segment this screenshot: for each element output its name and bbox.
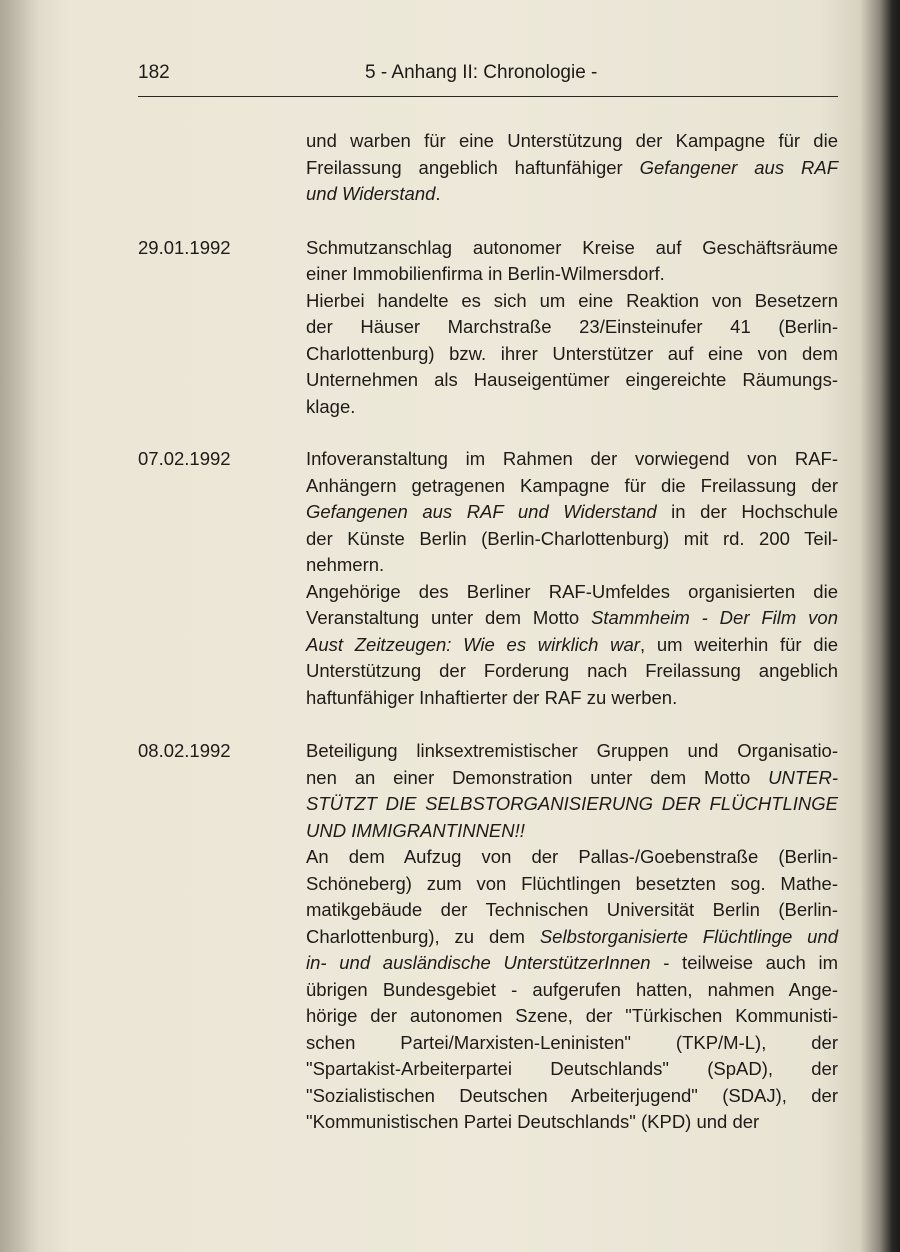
entry-paragraph [306, 446, 838, 579]
running-head: 5 - Anhang II: Chronologie - [365, 62, 598, 83]
entry-text [306, 738, 838, 1136]
text-run: klage. [306, 395, 356, 417]
chronology-entry [138, 235, 838, 421]
text-run: übrigen Bundesgebiet - aufgerufen hatten, nahmen Ange- [306, 978, 838, 1000]
italic-text: Gefangenen aus RAF und Widerstand [306, 501, 657, 522]
italic-text: Gefangener aus RAF [639, 156, 838, 178]
text-run: , um weiterhin für die [639, 633, 838, 655]
text-line [306, 499, 838, 526]
text-line [306, 950, 838, 977]
text-line [306, 818, 838, 845]
text-run: Beteiligung linksextremistischer Gruppen und Organisatio- [306, 740, 838, 761]
text-line [306, 1030, 838, 1057]
text-line [306, 977, 838, 1004]
text-line [306, 1056, 838, 1083]
italic-text: Selbstorganisierte Flüchtlinge und [539, 925, 838, 947]
chronology-entry [138, 446, 838, 711]
italic-text: STÜTZT DIE SELBSTORGANISIERUNG DER FLÜCHTLINGE [306, 793, 838, 814]
text-line [306, 288, 838, 315]
text-run: schen Partei/Marxisten-Leninisten" (TKP/M-L), der [306, 1031, 838, 1053]
text-run: Unternehmen als Hauseigentümer eingereichte Räumungs- [306, 369, 838, 390]
text-run: nen an einer Demonstration unter dem Motto [306, 766, 769, 788]
entry-date: 07.02.1992 [138, 448, 231, 469]
text-run: einer Immobilienfirma in Berlin-Wilmersdorf. [306, 263, 665, 284]
text-run: und warben für eine Unterstützung der Kampagne für die [306, 130, 838, 151]
text-run: "Kommunistischen Partei Deutschlands" (KPD) und der [306, 1111, 760, 1132]
text-line [306, 394, 838, 421]
text-run: Anhängern getragenen Kampagne für die Freilassung der [306, 474, 838, 496]
text-line [306, 844, 838, 871]
entry-paragraph [306, 738, 838, 844]
text-line [306, 314, 838, 341]
entry-date [138, 128, 306, 208]
italic-text: UNTER- [768, 766, 838, 788]
text-run: Charlottenburg) bzw. ihrer Unterstützer auf eine von dem [306, 342, 838, 364]
text-line [306, 871, 838, 898]
text-run: "Spartakist-Arbeiterpartei Deutschlands" (SpAD), der [306, 1058, 838, 1079]
italic-text: in- und ausländische UnterstützerInnen [306, 952, 651, 973]
text-line [306, 791, 838, 818]
entry-paragraph [306, 128, 838, 208]
binding-shadow [0, 0, 40, 1252]
italic-text: UND IMMIGRANTINNEN!! [306, 819, 525, 841]
entry-date: 29.01.1992 [138, 236, 231, 258]
text-run: haftunfähiger Inhaftierter der RAF zu werben. [306, 686, 678, 708]
text-line [306, 235, 838, 262]
text-line [306, 1083, 838, 1110]
text-line [306, 1003, 838, 1030]
text-run: Freilassung angeblich haftunfähiger [306, 156, 640, 178]
text-line [306, 738, 838, 765]
text-line [306, 924, 838, 951]
text-line [306, 632, 838, 659]
text-line [306, 261, 838, 288]
entry-spacer [138, 208, 838, 235]
text-run: Schmutzanschlag autonomer Kreise auf Geschäftsräume [306, 236, 838, 258]
entry-text [306, 446, 838, 711]
text-line [306, 605, 838, 632]
entry-spacer [138, 420, 838, 446]
text-line [306, 897, 838, 924]
text-run: "Sozialistischen Deutschen Arbeiterjugend" (SDAJ), der [306, 1084, 838, 1106]
text-line [306, 446, 838, 473]
text-line [306, 526, 838, 553]
text-line [306, 341, 838, 368]
entry-text [306, 128, 838, 208]
chronology-body [138, 128, 838, 1136]
entry-paragraph [306, 844, 838, 1136]
text-run: hörige der autonomen Szene, der "Türkischen Kommunisti- [306, 1005, 838, 1026]
page-number: 182 [138, 62, 170, 83]
text-run: Angehörige des Berliner RAF-Umfeldes organisierten die [306, 580, 838, 602]
text-run: . [435, 183, 441, 204]
text-line [306, 473, 838, 500]
text-run: nehmern. [306, 554, 385, 575]
text-run: der Künste Berlin (Berlin-Charlottenburg) mit rd. 200 Teil- [306, 527, 838, 549]
text-run: Hierbei handelte es sich um eine Reaktion von Besetzern [306, 289, 838, 311]
text-line [306, 1109, 838, 1136]
text-line [306, 552, 838, 579]
italic-text: und Widerstand [306, 183, 436, 204]
text-run: matikgebäude der Technischen Universität Berlin (Berlin- [306, 899, 838, 920]
text-line [306, 367, 838, 394]
chronology-entry-continued [138, 128, 838, 208]
text-run: Charlottenburg), zu dem [306, 925, 540, 947]
text-line [306, 155, 838, 182]
text-run: Schöneberg) zum von Flüchtlingen besetzten sog. Mathe- [306, 872, 838, 894]
chronology-entry [138, 738, 838, 1136]
text-line [306, 685, 838, 712]
text-line [306, 579, 838, 606]
text-line [306, 181, 838, 208]
entry-paragraph [306, 288, 838, 421]
text-run: Veranstaltung unter dem Motto [306, 607, 592, 628]
header-rule [138, 96, 838, 97]
text-run: der Häuser Marchstraße 23/Einsteinufer 41 (Berlin- [306, 316, 838, 337]
entry-paragraph [306, 579, 838, 712]
text-run: Unterstützung der Forderung nach Freilassung angeblich [306, 660, 838, 681]
text-run: - teilweise auch im [650, 952, 839, 973]
text-line [306, 128, 838, 155]
entry-date: 08.02.1992 [138, 740, 231, 761]
entry-text [306, 235, 838, 421]
italic-text: Aust Zeitzeugen: Wie es wirklich war [306, 633, 640, 655]
text-line [306, 765, 838, 792]
entry-spacer [138, 711, 838, 738]
text-run: An dem Aufzug von der Pallas-/Goebenstraße (Berlin- [306, 846, 838, 867]
text-run: Infoveranstaltung im Rahmen der vorwiegend von RAF- [306, 448, 838, 469]
text-line [306, 658, 838, 685]
text-run: in der Hochschule [656, 501, 838, 522]
entry-paragraph [306, 235, 838, 288]
italic-text: Stammheim - Der Film von [591, 607, 838, 628]
